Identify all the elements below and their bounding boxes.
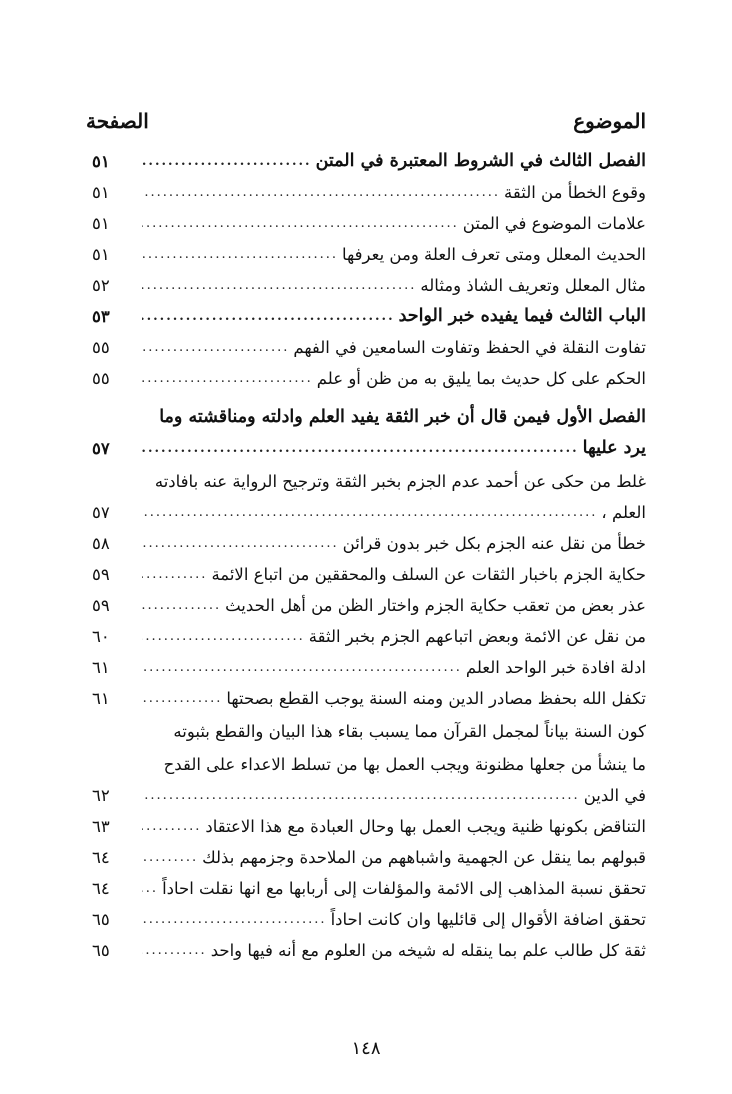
toc-entry xyxy=(92,842,646,873)
toc-entry-title: تحقق اضافة الأقوال إلى قائليها وان كانت احاداً xyxy=(330,910,646,929)
toc-entry xyxy=(92,683,646,714)
toc-entry-page: ٦٢ xyxy=(92,786,110,805)
toc-entry-title: حكاية الجزم باخبار الثقات عن السلف والمحققين من اتباع الائمة xyxy=(211,565,646,584)
table-of-contents xyxy=(92,146,646,966)
toc-entry-page: ٥٨ xyxy=(92,534,110,553)
toc-entry-title: غلط من حكى عن أحمد عدم الجزم بخبر الثقة وترجيح الرواية عنه بافادته xyxy=(154,472,646,491)
subject-column-heading: الموضوع xyxy=(573,109,646,133)
dot-leader xyxy=(142,780,580,811)
toc-entry xyxy=(92,301,646,332)
toc-entry-title: من نقل عن الائمة وبعض اتباعهم الجزم بخبر الثقة xyxy=(308,627,646,646)
toc-entry-page: ٦١ xyxy=(92,658,110,677)
dot-leader xyxy=(142,497,597,528)
page-column-heading: الصفحة xyxy=(86,109,149,133)
toc-entry-page: ٥٥ xyxy=(92,369,110,388)
toc-entry-page: ٦٣ xyxy=(92,817,110,836)
dot-leader xyxy=(142,301,395,332)
toc-entry xyxy=(92,528,646,559)
toc-entry-title: التناقض بكونها ظنية ويجب العمل بها وحال العبادة مع هذا الاعتقاد xyxy=(205,817,646,836)
toc-entry-page: ٥١ xyxy=(92,183,110,202)
toc-entry-page: ٥٥ xyxy=(92,338,110,357)
toc-entry xyxy=(92,780,646,811)
toc-entry-title: علامات الموضوع في المتن xyxy=(462,214,646,233)
toc-entry-title: مثال المعلل وتعريف الشاذ ومثاله xyxy=(420,276,646,295)
toc-entry-page: ٥٧ xyxy=(92,439,110,458)
dot-leader xyxy=(142,842,198,873)
toc-entry-page: ٥١ xyxy=(92,152,110,171)
toc-entry xyxy=(92,239,646,270)
toc-entry xyxy=(92,935,646,966)
toc-entry xyxy=(92,811,646,842)
dot-leader xyxy=(142,528,339,559)
toc-entry xyxy=(92,621,646,652)
dot-leader xyxy=(142,559,207,590)
toc-entry xyxy=(92,559,646,590)
toc-entry xyxy=(92,652,646,683)
toc-entry-title: ما ينشأ من جعلها مظنونة ويجب العمل بها من تسلط الاعداء على القدح xyxy=(163,755,646,774)
dot-leader xyxy=(142,363,313,394)
toc-entry-title: وقوع الخطأ من الثقة xyxy=(504,183,646,202)
toc-entry xyxy=(92,146,646,177)
toc-entry xyxy=(92,904,646,935)
toc-entry xyxy=(92,433,646,464)
toc-entry-title: الباب الثالث فيما يفيده خبر الواحد xyxy=(398,306,646,326)
dot-leader xyxy=(142,332,289,363)
toc-entry xyxy=(92,177,646,208)
dot-leader xyxy=(142,621,305,652)
toc-entry-page: ٥٩ xyxy=(92,596,110,615)
dot-leader xyxy=(142,270,416,301)
toc-entry-page: ٥٣ xyxy=(92,307,110,326)
dot-leader xyxy=(142,590,221,621)
dot-leader xyxy=(142,811,201,842)
dot-leader xyxy=(142,146,312,177)
toc-entry-title: تحقق نسبة المذاهب إلى الائمة والمؤلفات إلى أربابها مع انها نقلت احاداً xyxy=(162,879,646,898)
toc-entry-title: قبولهم بما ينقل عن الجهمية واشباههم من الملاحدة وجزمهم بذلك xyxy=(202,848,646,867)
toc-entry-title: ثقة كل طالب علم بما ينقله له شيخه من العلوم مع أنه فيها واحد xyxy=(210,941,646,960)
toc-entry xyxy=(92,590,646,621)
toc-entry-page: ٦٤ xyxy=(92,879,110,898)
toc-entry-title: عذر بعض من تعقب حكاية الجزم واختار الظن من أهل الحديث xyxy=(225,596,646,615)
toc-entry-title: الفصل الثالث في الشروط المعتبرة في المتن xyxy=(315,151,646,171)
toc-entry-title: يرد عليها xyxy=(582,438,646,458)
dot-leader xyxy=(142,873,158,904)
toc-entry xyxy=(92,464,646,497)
toc-entry-page: ٦٤ xyxy=(92,848,110,867)
dot-leader xyxy=(142,433,579,464)
dot-leader xyxy=(142,652,462,683)
toc-entry xyxy=(92,270,646,301)
toc-entry xyxy=(92,747,646,780)
toc-entry-title: الحديث المعلل ومتى تعرف العلة ومن يعرفها xyxy=(342,245,646,264)
toc-entry-title: تفاوت النقلة في الحفظ وتفاوت السامعين في الفهم xyxy=(293,338,646,357)
toc-entry-page: ٦٥ xyxy=(92,941,110,960)
toc-entry-title: في الدين xyxy=(583,786,646,805)
dot-leader xyxy=(142,935,207,966)
toc-entry-title: ادلة افادة خبر الواحد العلم xyxy=(465,658,646,677)
toc-entry xyxy=(92,714,646,747)
toc-entry-page: ٥٩ xyxy=(92,565,110,584)
dot-leader xyxy=(142,239,338,270)
toc-header xyxy=(86,104,646,138)
toc-entry xyxy=(92,208,646,239)
dot-leader xyxy=(142,177,500,208)
toc-entry-title: الحكم على كل حديث بما يليق به من ظن أو علم xyxy=(316,369,646,388)
toc-entry-title: العلم ، xyxy=(601,503,646,522)
dot-leader xyxy=(142,904,327,935)
toc-entry xyxy=(92,497,646,528)
page-number: ١٤٨ xyxy=(351,1038,381,1059)
toc-entry-page: ٦٥ xyxy=(92,910,110,929)
dot-leader xyxy=(142,208,459,239)
toc-entry-page: ٥١ xyxy=(92,214,110,233)
toc-entry xyxy=(92,400,646,433)
toc-entry-title: تكفل الله بحفظ مصادر الدين ومنه السنة يوجب القطع بصحتها xyxy=(226,689,646,708)
toc-entry-title: كون السنة بياناً لمجمل القرآن مما يسبب بقاء هذا البيان والقطع بثبوته xyxy=(173,722,646,741)
toc-entry xyxy=(92,873,646,904)
toc-entry-page: ٥١ xyxy=(92,245,110,264)
toc-entry-title: خطأ من نقل عنه الجزم بكل خبر بدون قرائن xyxy=(342,534,646,553)
toc-entry-page: ٦٠ xyxy=(92,627,110,646)
toc-entry xyxy=(92,363,646,394)
toc-entry-page: ٥٧ xyxy=(92,503,110,522)
toc-entry-title: الفصل الأول فيمن قال أن خبر الثقة يفيد العلم وادلته ومناقشته وما xyxy=(159,407,646,427)
dot-leader xyxy=(142,683,222,714)
toc-entry xyxy=(92,332,646,363)
toc-entry-page: ٦١ xyxy=(92,689,110,708)
toc-entry-page: ٥٢ xyxy=(92,276,110,295)
